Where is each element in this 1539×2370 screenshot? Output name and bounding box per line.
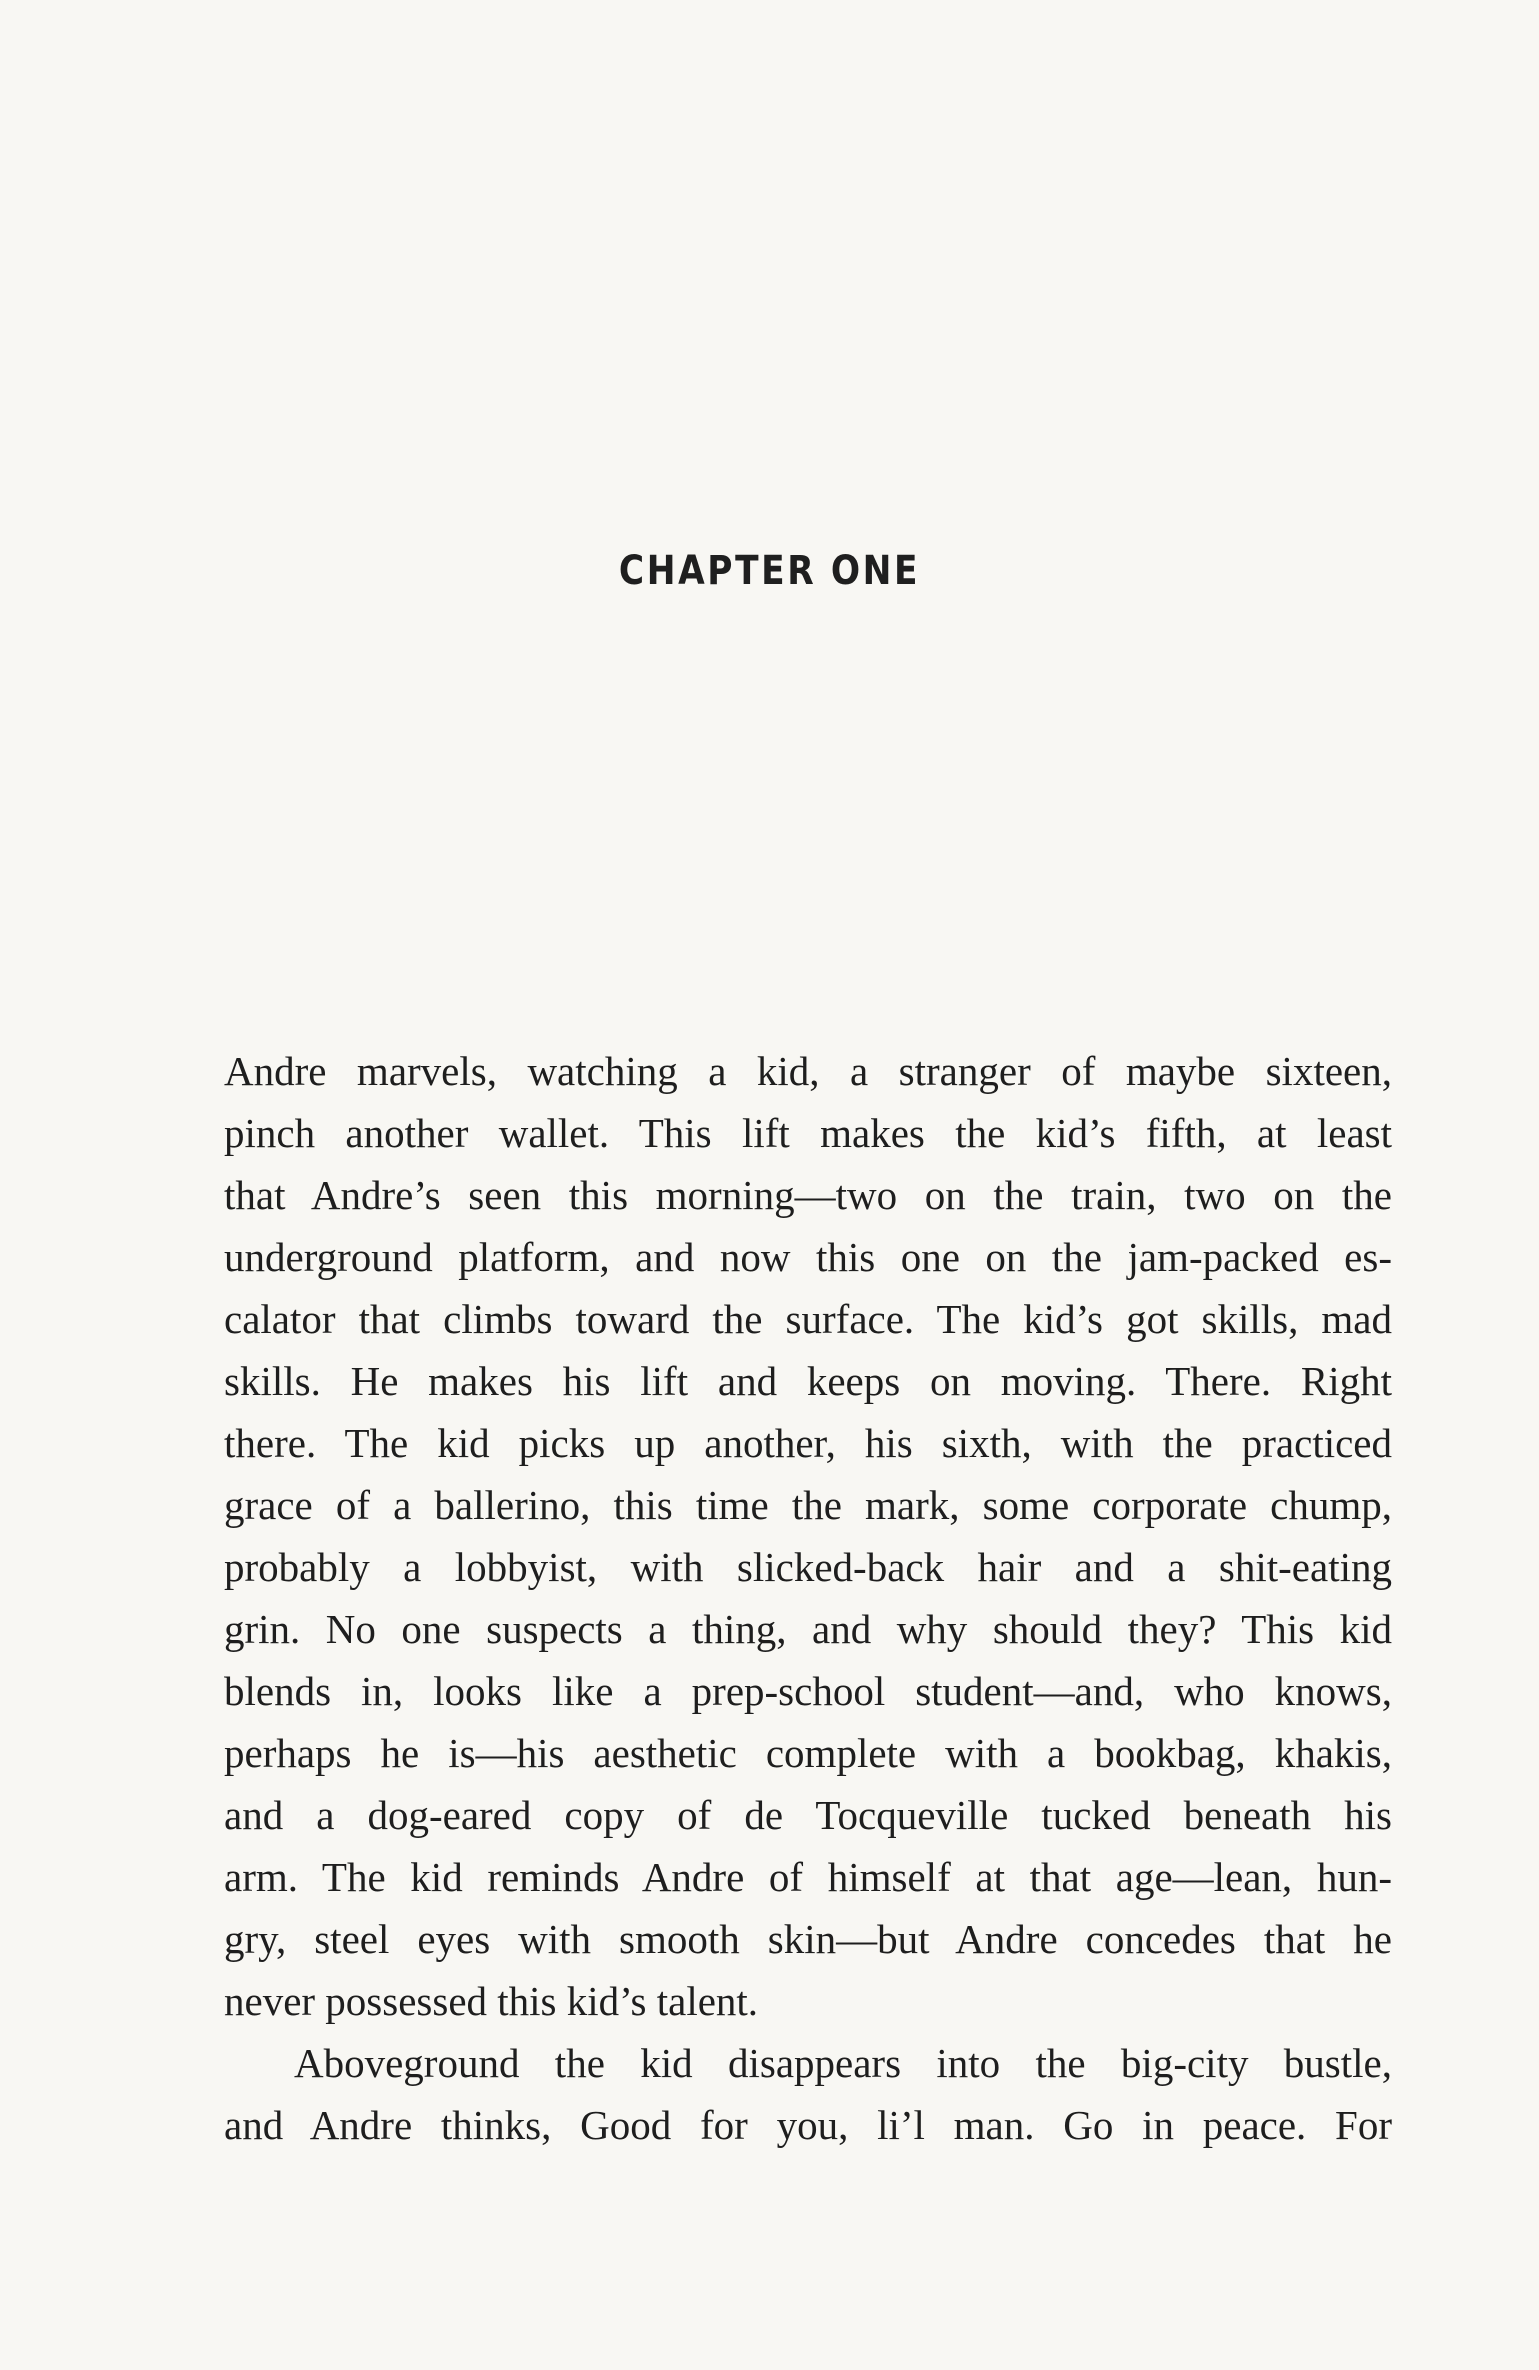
text-line: grin. No one suspects a thing, and why should they? This kid [224, 1606, 1392, 1652]
paragraph-1 [224, 1040, 1392, 2032]
text-line: calator that climbs toward the surface. The kid’s got skills, mad [224, 1296, 1392, 1342]
text-line: arm. The kid reminds Andre of himself at that age—lean, hun- [224, 1854, 1392, 1900]
text-line: Aboveground the kid disappears into the big-city bustle, [294, 2040, 1392, 2086]
text-line: grace of a ballerino, this time the mark, some corporate chump, [224, 1482, 1392, 1528]
text-line: gry, steel eyes with smooth skin—but Andre concedes that he [224, 1916, 1392, 1962]
text-line: probably a lobbyist, with slicked-back hair and a shit-eating [224, 1544, 1392, 1590]
text-line: and Andre thinks, Good for you, li’l man. Go in peace. For [224, 2102, 1392, 2148]
text-line: that Andre’s seen this morning—two on the train, two on the [224, 1172, 1392, 1218]
text-line: pinch another wallet. This lift makes the kid’s fifth, at least [224, 1110, 1392, 1156]
text-line: and a dog-eared copy of de Tocqueville tucked beneath his [224, 1792, 1392, 1838]
paragraph-2 [224, 2032, 1392, 2156]
text-line: blends in, looks like a prep-school student—and, who knows, [224, 1668, 1392, 1714]
text-line: never possessed this kid’s talent. [224, 1978, 759, 2024]
text-line: there. The kid picks up another, his sixth, with the practiced [224, 1420, 1392, 1466]
text-line: underground platform, and now this one on the jam-packed es- [224, 1234, 1392, 1280]
body-text [224, 1040, 1392, 2156]
chapter-heading: CHAPTER ONE [618, 548, 921, 594]
text-line: perhaps he is—his aesthetic complete with a bookbag, khakis, [224, 1730, 1392, 1776]
text-line: Andre marvels, watching a kid, a stranger of maybe sixteen, [224, 1048, 1392, 1094]
text-line: skills. He makes his lift and keeps on moving. There. Right [224, 1358, 1392, 1404]
